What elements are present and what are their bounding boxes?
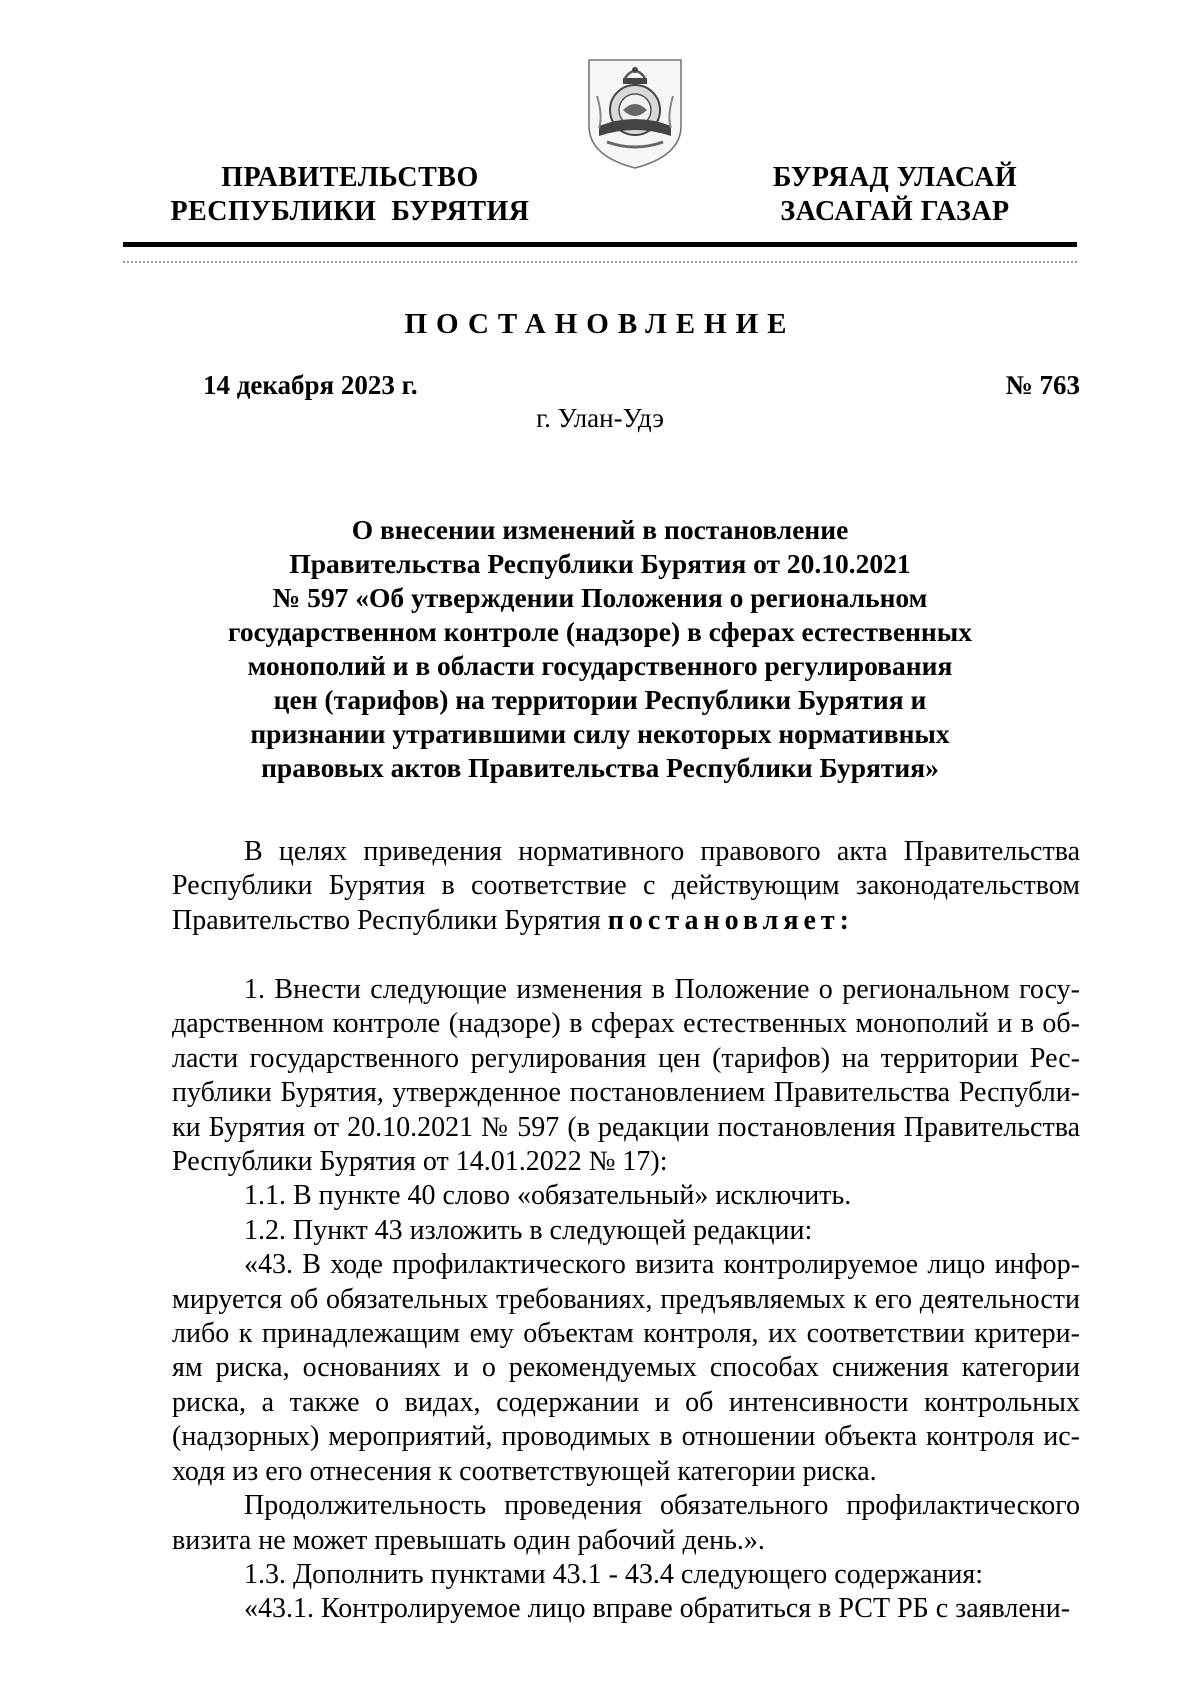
title-line: № 597 «Об утверждении Положения о региональном (272, 582, 928, 613)
paragraph-point-43-1: «43.1. Контролируемое лицо вправе обратиться в РСТ РБ с заявлени- (244, 1593, 1071, 1625)
paragraph-item-1-1: 1.1. В пункте 40 слово «обязательный» исключить. (244, 1180, 852, 1212)
title-line: монополий и в области государственного регулирования (247, 650, 953, 681)
government-name-buryat-line2: ЗАСАГАЙ ГАЗАР (780, 196, 1010, 227)
decree-word: постановляет: (607, 904, 854, 936)
document-title (200, 513, 1000, 785)
header-divider-dotted (123, 261, 1077, 263)
government-name-russian-line2: РЕСПУБЛИКИ БУРЯТИЯ (170, 196, 530, 227)
government-name-buryat-line1: БУРЯАД УЛАСАЙ (772, 162, 1018, 193)
title-line: признании утратившими силу некоторых нормативных (250, 718, 950, 749)
title-line: О внесении изменений в постановление (351, 514, 849, 545)
preamble (172, 835, 1080, 938)
title-line: государственном контроле (надзоре) в сферах естественных (228, 616, 972, 647)
government-name-russian-line1: ПРАВИТЕЛЬСТВО (221, 162, 479, 193)
title-line: Правительства Республики Бурятия от 20.10.2021 (289, 548, 911, 579)
decree-body (172, 973, 1080, 1627)
document-city: г. Улан-Удэ (536, 403, 664, 433)
document-type: ПОСТАНОВЛЕНИЕ (404, 308, 796, 340)
preamble-paragraph (172, 835, 1080, 938)
government-name-russian (160, 161, 540, 229)
paragraph-item-1-2: 1.2. Пункт 43 изложить в следующей редакции: (244, 1214, 813, 1246)
document-date: 14 декабря 2023 г. (203, 370, 418, 400)
paragraph-item-1-3: 1.3. Дополнить пунктами 43.1 - 43.4 следующего содержания: (244, 1558, 983, 1590)
government-name-buryat (740, 161, 1050, 229)
paragraph-item-1: 1. Внести следующие изменения в Положение о региональном государственном контроле (надзоре) в сферах естественных монополий и в области государственного регулирования цен (тарифов) на территории Республики Бурятия, утвержденное постановлением Правительства Республики Бурятия от 20.10.2021 № 597 (в редакции постановления Правительства Республики Бурятия от 14.01.2022 № 17): (172, 974, 1080, 1178)
paragraph-duration: Продолжительность проведения обязательного профилактического визита не может превышать один рабочий день.». (172, 1490, 1080, 1556)
paragraph-point-43: «43. В ходе профилактического визита контролируемое лицо информируется об обязательных требованиях, предъявляемых к его деятельности либо к принадлежащим ему объектам контроля, их соответствии критериям риска, основаниях и о рекомендуемых способах снижения категории риска, а также о видах, содержании и об интенсивности контрольных (надзорных) мероприятий, проводимых в отношении объекта контроля исходя из его отнесения к соответствующей категории риска. (172, 1249, 1080, 1487)
coat-of-arms-icon (585, 56, 685, 172)
document-number: № 763 (1005, 370, 1080, 400)
header-divider (123, 242, 1077, 247)
title-line: правовых актов Правительства Республики Бурятия» (261, 752, 939, 783)
preamble-text: В целях приведения нормативного правового акта Правительства Республики Бурятия в соответствие с действующим законодательством Правительство Республики Бурятия (172, 836, 1080, 936)
title-line: цен (тарифов) на территории Республики Бурятия и (273, 684, 927, 715)
